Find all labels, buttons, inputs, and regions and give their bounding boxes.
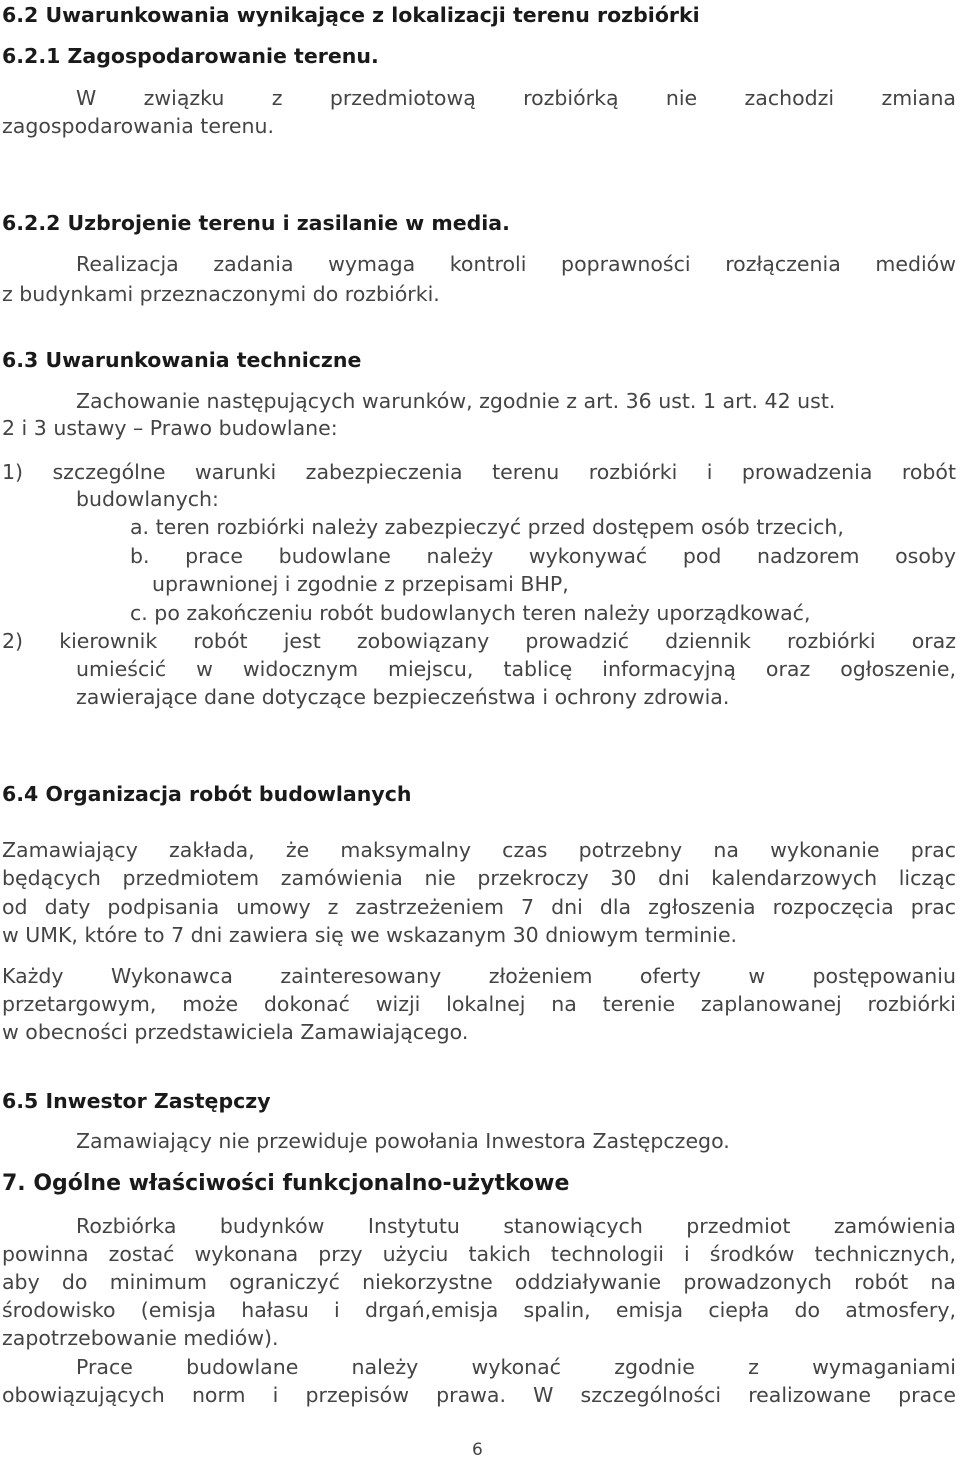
paragraph-line: Realizacja zadania wymaga kontroli poprawności rozłączenia mediów [76, 252, 956, 276]
heading-6-3: 6.3 Uwarunkowania techniczne [2, 348, 362, 372]
paragraph-line: środowisko (emisja hałasu i drgań,emisja spalin, emisja ciepła do atmosfery, [2, 1298, 956, 1322]
list-item-continuation: umieścić w widocznym miejscu, tablicę informacyjną oraz ogłoszenie, [76, 657, 956, 681]
paragraph-line: zagospodarowania terenu. [2, 114, 275, 138]
page-number: 6 [472, 1440, 483, 1460]
list-item: 2) kierownik robót jest zobowiązany prowadzić dziennik rozbiórki oraz [2, 629, 956, 653]
paragraph-line: Zachowanie następujących warunków, zgodnie z art. 36 ust. 1 art. 42 ust. [76, 389, 836, 413]
paragraph-line: w obecności przedstawiciela Zamawiającego. [2, 1020, 469, 1044]
heading-7: 7. Ogólne właściwości funkcjonalno-użytkowe [2, 1171, 570, 1196]
sublist-item-continuation: uprawnionej i zgodnie z przepisami BHP, [152, 572, 569, 596]
sublist-item: a. teren rozbiórki należy zabezpieczyć przed dostępem osób trzecich, [130, 515, 844, 539]
paragraph-line: z budynkami przeznaczonymi do rozbiórki. [2, 282, 440, 306]
paragraph-line: będących przedmiotem zamówienia nie przekroczy 30 dni kalendarzowych licząc [2, 866, 956, 890]
paragraph-line: obowiązujących norm i przepisów prawa. W szczególności realizowane prace [2, 1383, 956, 1407]
paragraph-line: Zamawiający zakłada, że maksymalny czas potrzebny na wykonanie prac [2, 838, 956, 862]
paragraph-line: od daty podpisania umowy z zastrzeżeniem 7 dni dla zgłoszenia rozpoczęcia prac [2, 895, 956, 919]
heading-6-2-1: 6.2.1 Zagospodarowanie terenu. [2, 44, 379, 68]
list-item-continuation: budowlanych: [76, 487, 219, 511]
heading-6-5: 6.5 Inwestor Zastępczy [2, 1089, 271, 1113]
paragraph-line: zapotrzebowanie mediów). [2, 1326, 279, 1350]
list-item: 1) szczególne warunki zabezpieczenia terenu rozbiórki i prowadzenia robót [2, 460, 956, 484]
sublist-item: b. prace budowlane należy wykonywać pod nadzorem osoby [130, 544, 956, 568]
list-item-continuation: zawierające dane dotyczące bezpieczeństwa i ochrony zdrowia. [76, 685, 730, 709]
paragraph-line: Rozbiórka budynków Instytutu stanowiących przedmiot zamówienia [76, 1214, 956, 1238]
heading-6-4: 6.4 Organizacja robót budowlanych [2, 782, 412, 806]
paragraph-line: przetargowym, może dokonać wizji lokalnej na terenie zaplanowanej rozbiórki [2, 992, 956, 1016]
paragraph-line: Zamawiający nie przewiduje powołania Inwestora Zastępczego. [76, 1129, 730, 1153]
paragraph-line: 2 i 3 ustawy – Prawo budowlane: [2, 416, 338, 440]
heading-6-2-2: 6.2.2 Uzbrojenie terenu i zasilanie w media. [2, 211, 510, 235]
paragraph-line: w UMK, które to 7 dni zawiera się we wskazanym 30 dniowym terminie. [2, 923, 738, 947]
paragraph-line: aby do minimum ograniczyć niekorzystne oddziaływanie prowadzonych robót na [2, 1270, 956, 1294]
sublist-item: c. po zakończeniu robót budowlanych teren należy uporządkować, [130, 601, 811, 625]
paragraph-line: Prace budowlane należy wykonać zgodnie z wymaganiami [76, 1355, 956, 1379]
heading-6-2: 6.2 Uwarunkowania wynikające z lokalizacji terenu rozbiórki [2, 3, 700, 27]
paragraph-line: W związku z przedmiotową rozbiórką nie zachodzi zmiana [76, 86, 956, 110]
paragraph-line: powinna zostać wykonana przy użyciu takich technologii i środków technicznych, [2, 1242, 956, 1266]
paragraph-line: Każdy Wykonawca zainteresowany złożeniem oferty w postępowaniu [2, 964, 956, 988]
